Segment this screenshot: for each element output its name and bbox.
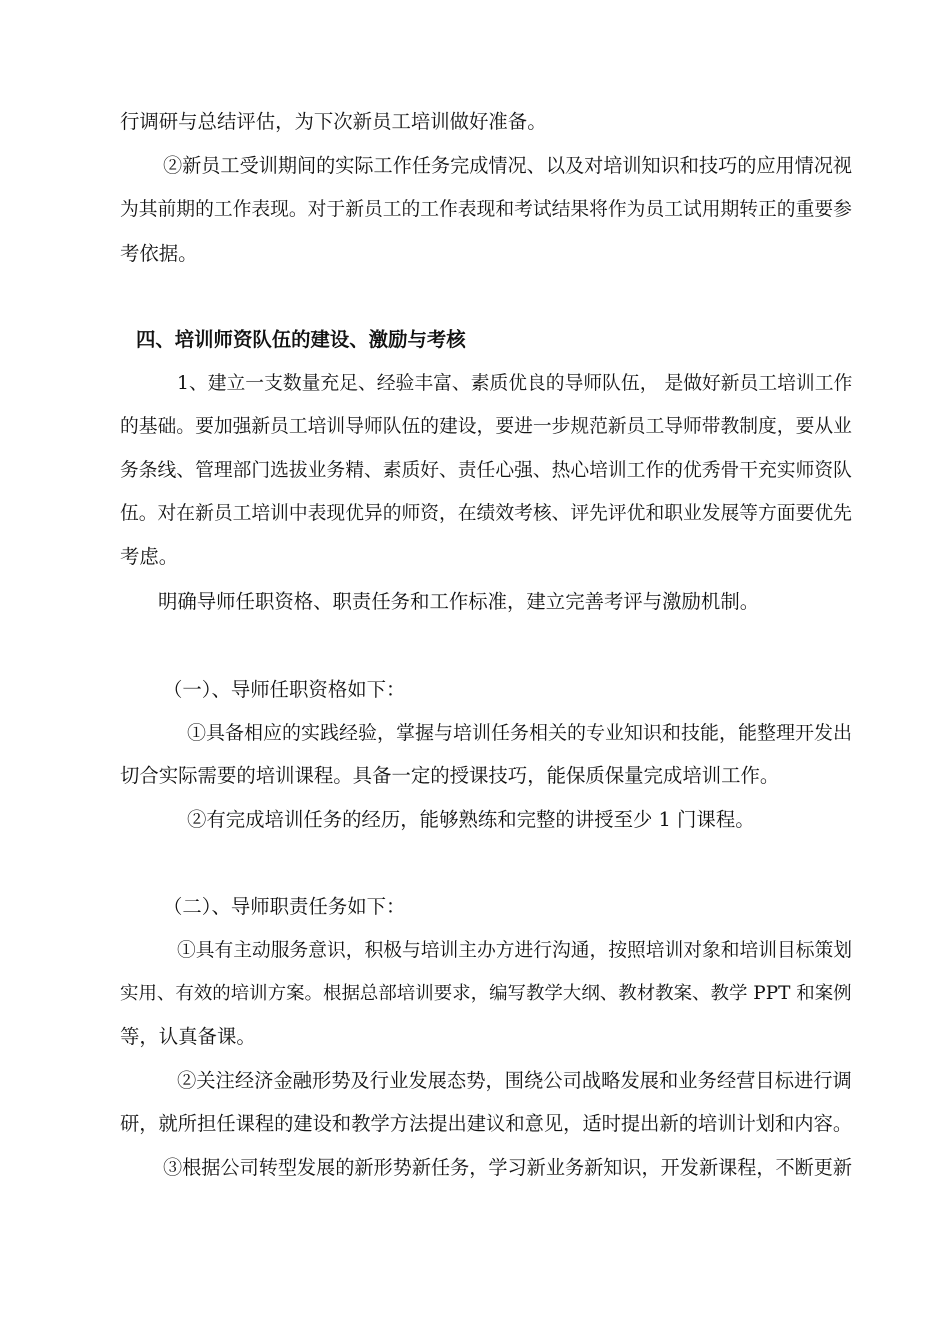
paragraph-line: 实用、有效的培训方案。根据总部培训要求，编写教学大纲、教材教案、教学 PPT 和案例 bbox=[120, 983, 852, 1004]
paragraph-line: ①具有主动服务意识，积极与培训主办方进行沟通，按照培训对象和培训目标策划 bbox=[177, 940, 852, 961]
paragraph-line: ③根据公司转型发展的新形势新任务，学习新业务新知识，开发新课程，不断更新 bbox=[163, 1156, 853, 1179]
paragraph-line: 等，认真备课。 bbox=[120, 1025, 256, 1048]
paragraph-line: 切合实际需要的培训课程。具备一定的授课技巧，能保质保量完成培训工作。 bbox=[120, 764, 780, 787]
paragraph-line: 为其前期的工作表现。对于新员工的工作表现和考试结果将作为员工试用期转正的重要参 bbox=[120, 199, 852, 220]
paragraph-line: 1、建立一支数量充足、经验丰富、素质优良的导师队伍， 是做好新员工培训工作 bbox=[177, 373, 853, 394]
subsection-heading: （一）、导师任职资格如下： bbox=[163, 678, 406, 701]
paragraph-line: ②新员工受训期间的实际工作任务完成情况、以及对培训知识和技巧的应用情况视 bbox=[163, 154, 853, 177]
paragraph-line: 考依据。 bbox=[120, 242, 198, 265]
paragraph-line: 伍。对在新员工培训中表现优异的师资，在绩效考核、评先评优和职业发展等方面要优先 bbox=[120, 503, 852, 524]
section-heading: 四、培训师资队伍的建设、激励与考核 bbox=[136, 328, 466, 351]
paragraph-line: 研，就所担任课程的建设和教学方法提出建议和意见，适时提出新的培训计划和内容。 bbox=[120, 1112, 853, 1135]
paragraph-line: ②有完成培训任务的经历，能够熟练和完整的讲授至少 1 门课程。 bbox=[187, 808, 755, 831]
paragraph-line: 明确导师任职资格、职责任务和工作标准，建立完善考评与激励机制。 bbox=[158, 590, 760, 613]
paragraph-line: 考虑。 bbox=[120, 545, 179, 568]
paragraph-line: ②关注经济金融形势及行业发展态势，围绕公司战略发展和业务经营目标进行调 bbox=[177, 1069, 852, 1092]
paragraph-line: 行调研与总结评估，为下次新员工培训做好准备。 bbox=[120, 110, 547, 133]
paragraph-line: 的基础。要加强新员工培训导师队伍的建设，要进一步规范新员工导师带教制度，要从业 bbox=[120, 416, 852, 437]
subsection-heading: （二）、导师职责任务如下： bbox=[163, 895, 406, 918]
paragraph-line: ①具备相应的实践经验，掌握与培训任务相关的专业知识和技能，能整理开发出 bbox=[187, 722, 853, 744]
paragraph-line: 务条线、管理部门选拔业务精、素质好、责任心强、热心培训工作的优秀骨干充实师资队 bbox=[120, 460, 852, 481]
